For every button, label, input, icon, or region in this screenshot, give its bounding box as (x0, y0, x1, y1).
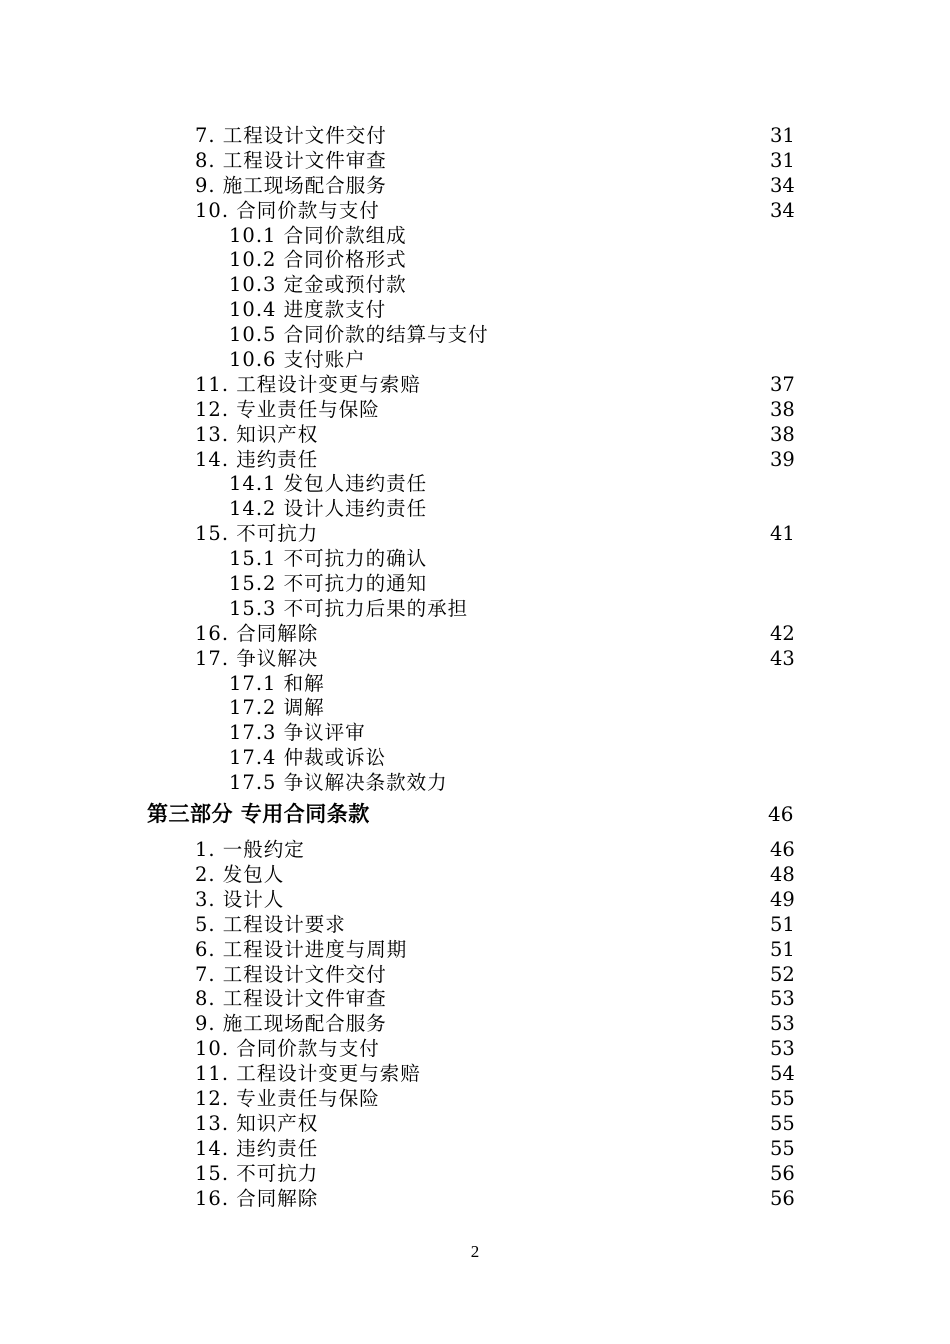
toc-entry-label: 16. 合同解除 (195, 621, 319, 645)
toc-entry[interactable] (0, 1037, 950, 1062)
toc-entry-label: 7. 工程设计文件交付 (195, 124, 387, 147)
toc-entry-page: 39 (770, 447, 795, 471)
toc-entry-page: 48 (770, 862, 795, 886)
toc-entry[interactable] (0, 622, 950, 647)
toc-entry[interactable] (0, 672, 950, 697)
toc-entry[interactable] (0, 696, 950, 721)
toc-entry-label: 6. 工程设计进度与周期 (195, 937, 408, 961)
toc-entry-page: 41 (770, 522, 795, 546)
toc-entry[interactable] (0, 913, 950, 938)
toc-entry-label: 16. 合同解除 (195, 1186, 319, 1210)
toc-entry-label: 14. 违约责任 (195, 1136, 319, 1160)
toc-entry-label: 12. 专业责任与保险 (195, 1086, 380, 1110)
toc-entry-page: 31 (770, 124, 795, 147)
toc-entry-label: 15.3 不可抗力后果的承担 (229, 596, 469, 620)
toc-entry[interactable] (0, 273, 950, 298)
toc-entry[interactable] (0, 987, 950, 1012)
toc-entry-page: 56 (770, 1161, 795, 1185)
toc-entry[interactable] (0, 423, 950, 448)
toc-entry-page: 51 (770, 937, 795, 961)
toc-entry-label: 10. 合同价款与支付 (195, 1037, 380, 1061)
toc-entry-label: 11. 工程设计变更与索赔 (195, 372, 421, 396)
toc-entry-label: 11. 工程设计变更与索赔 (195, 1062, 421, 1086)
toc-entry[interactable] (0, 1137, 950, 1162)
toc-entry-label: 17.2 调解 (229, 696, 325, 720)
toc-entry-label: 13. 知识产权 (195, 1111, 319, 1135)
toc-entry[interactable] (0, 963, 950, 988)
toc-entry[interactable] (0, 721, 950, 746)
toc-entry-label: 7. 工程设计文件交付 (195, 962, 387, 986)
toc-entry[interactable] (0, 497, 950, 522)
toc-entry-label: 10.1 合同价款组成 (229, 223, 407, 247)
toc-entry[interactable] (0, 224, 950, 249)
toc-entry[interactable] (0, 746, 950, 771)
toc-entry[interactable] (0, 248, 950, 273)
toc-entry[interactable] (0, 863, 950, 888)
toc-entry-label: 10.6 支付账户 (229, 348, 366, 372)
toc-entry-label: 10.2 合同价格形式 (229, 248, 407, 272)
toc-entry-page: 53 (770, 1012, 795, 1036)
toc-entry-label: 3. 设计人 (195, 887, 285, 911)
toc-entry[interactable] (0, 124, 950, 149)
toc-entry-label: 13. 知识产权 (195, 422, 319, 446)
toc-entry-page: 38 (770, 397, 795, 421)
toc-entry-label: 17.1 和解 (229, 671, 325, 695)
toc-entry-label: 15. 不可抗力 (195, 1161, 319, 1185)
toc-entry[interactable] (0, 888, 950, 913)
toc-entry[interactable] (0, 1112, 950, 1137)
toc-entry[interactable] (0, 1012, 950, 1037)
toc-entry-label: 9. 施工现场配合服务 (195, 173, 387, 197)
toc-entry[interactable] (0, 448, 950, 473)
toc-entry[interactable] (0, 472, 950, 497)
toc-entry-label: 15.1 不可抗力的确认 (229, 547, 428, 571)
toc-entry-label: 14.1 发包人违约责任 (229, 472, 428, 496)
toc-entry-page: 55 (770, 1086, 795, 1110)
toc-entry-label: 12. 专业责任与保险 (195, 397, 380, 421)
toc-entry-label: 1. 一般约定 (195, 838, 305, 862)
toc-entry-label: 第三部分 专用合同条款 (147, 801, 370, 827)
toc-entry[interactable] (0, 572, 950, 597)
toc-entry-page: 53 (770, 1037, 795, 1061)
toc-entry[interactable] (0, 1062, 950, 1087)
toc-entry-label: 10.5 合同价款的结算与支付 (229, 323, 489, 347)
toc-entry-label: 2. 发包人 (195, 862, 285, 886)
toc-entry-page: 46 (768, 802, 794, 827)
toc-entry-page: 34 (770, 198, 795, 222)
toc-entry-page: 37 (770, 372, 795, 396)
toc-entry-label: 10.3 定金或预付款 (229, 273, 407, 297)
toc-entry[interactable] (0, 1187, 950, 1212)
toc-entry-label: 17.4 仲裁或诉讼 (229, 746, 387, 770)
toc-entry-label: 14.2 设计人违约责任 (229, 497, 428, 521)
page-number: 2 (470, 1242, 480, 1261)
toc-entry-page: 54 (770, 1062, 795, 1086)
toc-entry[interactable] (0, 348, 950, 373)
toc-entry[interactable] (0, 771, 950, 796)
toc-entry-label: 15.2 不可抗力的通知 (229, 572, 428, 596)
toc-entry-page: 43 (770, 646, 795, 670)
toc-entry-page: 42 (770, 621, 795, 645)
toc-entry-label: 14. 违约责任 (195, 447, 319, 471)
toc-entry[interactable] (0, 298, 950, 323)
toc-entry[interactable] (0, 647, 950, 672)
toc-entry[interactable] (0, 1162, 950, 1187)
toc-entry-page: 53 (770, 987, 795, 1011)
toc-entry-page: 49 (770, 887, 795, 911)
toc-entry-label: 5. 工程设计要求 (195, 912, 346, 936)
toc-entry[interactable] (0, 597, 950, 622)
toc-entry-page: 31 (770, 148, 795, 172)
toc-entry[interactable] (0, 174, 950, 199)
toc-entry[interactable] (0, 149, 950, 174)
toc-entry-page: 56 (770, 1186, 795, 1210)
toc-entry-label: 17.3 争议评审 (229, 721, 366, 745)
toc-entry-label: 8. 工程设计文件审查 (195, 148, 387, 172)
toc-entry[interactable] (0, 522, 950, 547)
toc-entry-page: 55 (770, 1136, 795, 1160)
toc-entry[interactable] (0, 547, 950, 572)
toc-entry-label: 10. 合同价款与支付 (195, 198, 380, 222)
toc-entry-page: 55 (770, 1111, 795, 1135)
toc-entry-page: 51 (770, 912, 795, 936)
toc-entry[interactable] (0, 1087, 950, 1112)
toc-entry-page: 38 (770, 422, 795, 446)
toc-entry-label: 8. 工程设计文件审查 (195, 987, 387, 1011)
toc-entry-label: 10.4 进度款支付 (229, 298, 387, 322)
toc-entry-label: 9. 施工现场配合服务 (195, 1012, 387, 1036)
toc-section-heading[interactable] (0, 802, 950, 838)
toc-entry-label: 15. 不可抗力 (195, 522, 319, 546)
toc-entry-label: 17. 争议解决 (195, 646, 319, 670)
toc-entry[interactable] (0, 323, 950, 348)
toc-entry[interactable] (0, 199, 950, 224)
toc-entry[interactable] (0, 398, 950, 423)
table-of-contents (0, 124, 950, 1211)
toc-entry-page: 52 (770, 962, 795, 986)
toc-entry-label: 17.5 争议解决条款效力 (229, 771, 448, 795)
toc-entry-page: 46 (770, 838, 795, 862)
toc-entry[interactable] (0, 838, 950, 863)
toc-entry[interactable] (0, 373, 950, 398)
toc-entry[interactable] (0, 938, 950, 963)
toc-entry-page: 34 (770, 173, 795, 197)
